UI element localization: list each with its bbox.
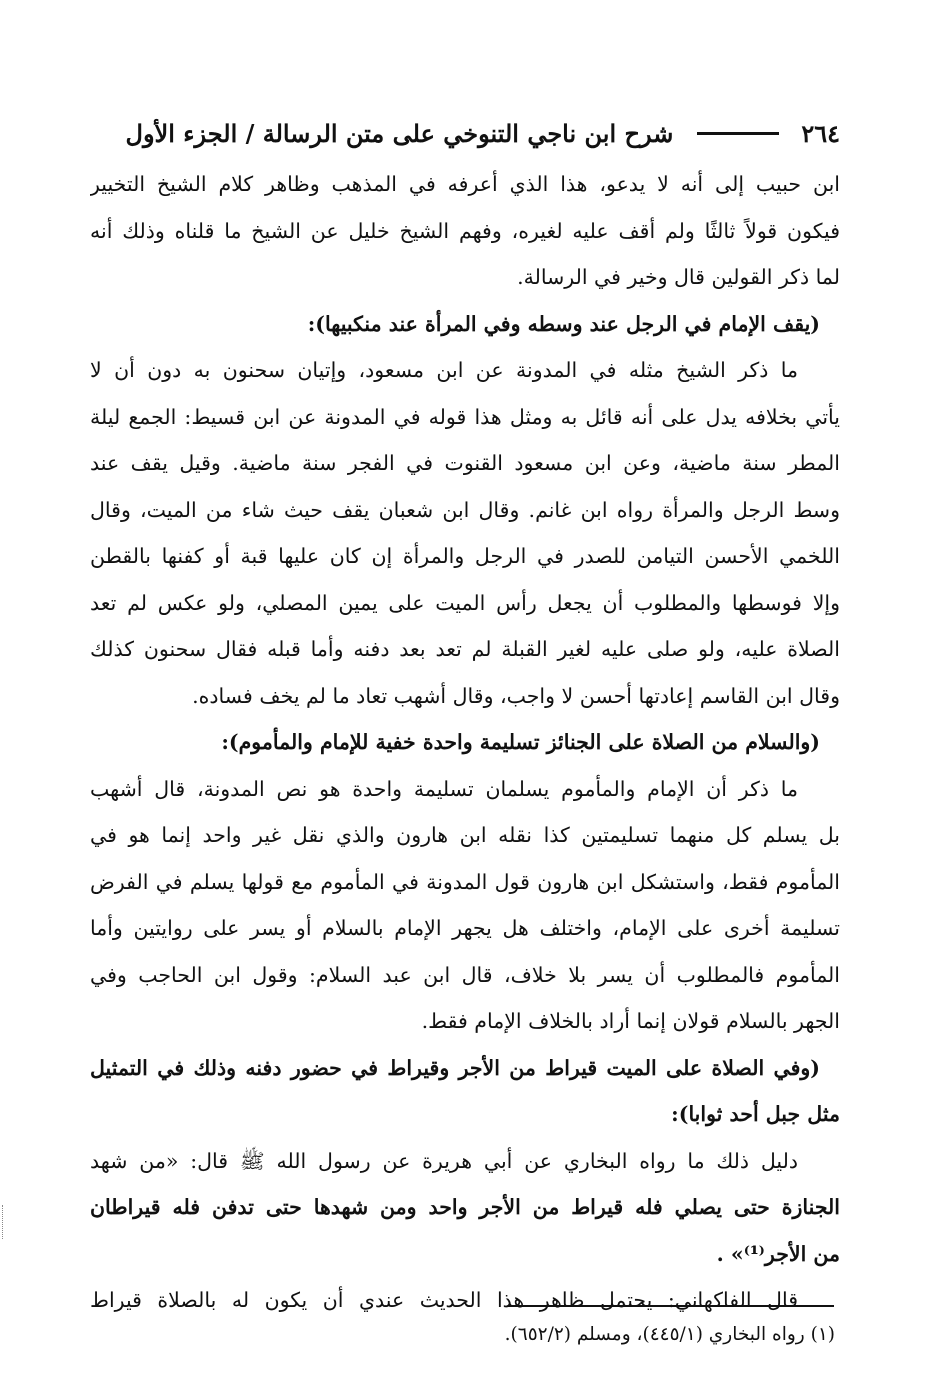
section-heading: (يقف الإمام في الرجل عند وسطه وفي المرأة عند منكبيها): [307,311,820,336]
running-header [90,115,840,151]
header-rule [697,132,779,135]
text-line: قال الفاكهاني: يحتمل ظاهر هذا الحديث عندي أن يكون له بالصلاة قيراط [90,1288,798,1312]
margin-mark [2,1205,5,1239]
page-number: ٢٦٤ [801,118,840,148]
section-heading: (وفي الصلاة على الميت قيراط من الأجر وقيراط في حضور دفنه وذلك في التمثيل [90,1055,820,1080]
text-line: ابن حبيب إلى أنه لا يدعو، هذا الذي أعرفه في المذهب وظاهر كلام الشيخ التخيير [90,172,840,196]
text-line: وسط الرجل والمرأة رواه ابن غانم. وقال ابن شعبان يقف حيث شاء من الميت، وقال [90,497,840,522]
text-line: المأموم فالمطلوب أن يسر بلا خلاف، قال ابن عبد السلام: وقول ابن الحاجب وفي [90,962,840,987]
text-line: يأتي بخلافه يدل على أنه قائل به ومثل هذا قوله في المدونة عن ابن قسيط: الجمع ليلة [90,404,840,429]
text-line: الصلاة عليه، ولو صلى عليه لغير القبلة لم تعد بعد دفنه وأما قبله فقال سحنون كذلك [90,637,840,661]
text-line: لما ذكر القولين قال وخير في الرسالة. [517,265,840,289]
footnote: (١) رواه البخاري (٤٤٥/١)، ومسلم (٦٥٢/٢). [504,1324,835,1345]
text-line: وقال ابن القاسم إعادتها أحسن لا واجب، وقال أشهب تعاد ما لم يخف فساده. [192,683,840,708]
text-line: اللخمي الأحسن التيامن للصدر في الرجل والمرأة إن كان عليها قبة أو كفنها بالقطن [90,544,840,568]
text-line: الجهر بالسلام قولان إنما أراد بالخلاف الإمام فقط. [421,1009,840,1033]
section-heading: مثل جبل أحد ثوابا): [671,1102,840,1126]
footnote-separator [508,1305,834,1307]
section-heading: (والسلام من الصلاة على الجنائز تسليمة واحدة خفية للإمام والمأموم): [221,730,820,754]
text-line: بل يسلم كل منهما تسليمتين كذا نقله ابن هارون والذي نقل غير واحد إنما هو في [90,823,840,847]
text-line: دليل ذلك ما رواه البخاري عن أبي هريرة عن رسول الله ﷺ قال: «من شهد [90,1148,798,1173]
text-line: المأموم فقط، واستشكل ابن هارون قول المدونة في المأموم مع قولها يسلم في الفرض [90,869,840,894]
text-line: فيكون قولاً ثالثًا ولم أقف عليه لغيره، وفهم الشيخ خليل عن الشيخ ما قلناه وذلك أنه [90,218,840,243]
text-line: ما ذكر الشيخ مثله في المدونة عن ابن مسعود، وإتيان سحنون به دون أن لا [90,358,798,382]
text-line: ما ذكر أن الإمام والمأموم يسلمان تسليمة واحدة هو نص المدونة، قال أشهب [90,776,798,801]
page [90,115,840,1324]
main-text [90,161,840,1324]
text-line: تسليمة أخرى على الإمام، واختلف هل يجهر الإمام بالسلام أو يسر على روايتين وأما [90,916,840,940]
text-line: المطر سنة ماضية، وعن ابن مسعود القنوت في الفجر سنة ماضية. وقيل يقف عند [90,451,840,475]
hadith-line: الجنازة حتى يصلي فله قيراط من الأجر واحد ومن شهدها حتى تدفن فله قيراطان [90,1195,840,1219]
book-title: شرح ابن ناجي التنوخي على متن الرسالة / الجزء الأول [125,118,674,148]
text-line: وإلا فوسطها والمطلوب أن يجعل رأس الميت على يمين المصلي، ولو عكس لم تعد [90,590,840,615]
hadith-line: من الأجر⁽¹⁾» . [716,1241,840,1266]
